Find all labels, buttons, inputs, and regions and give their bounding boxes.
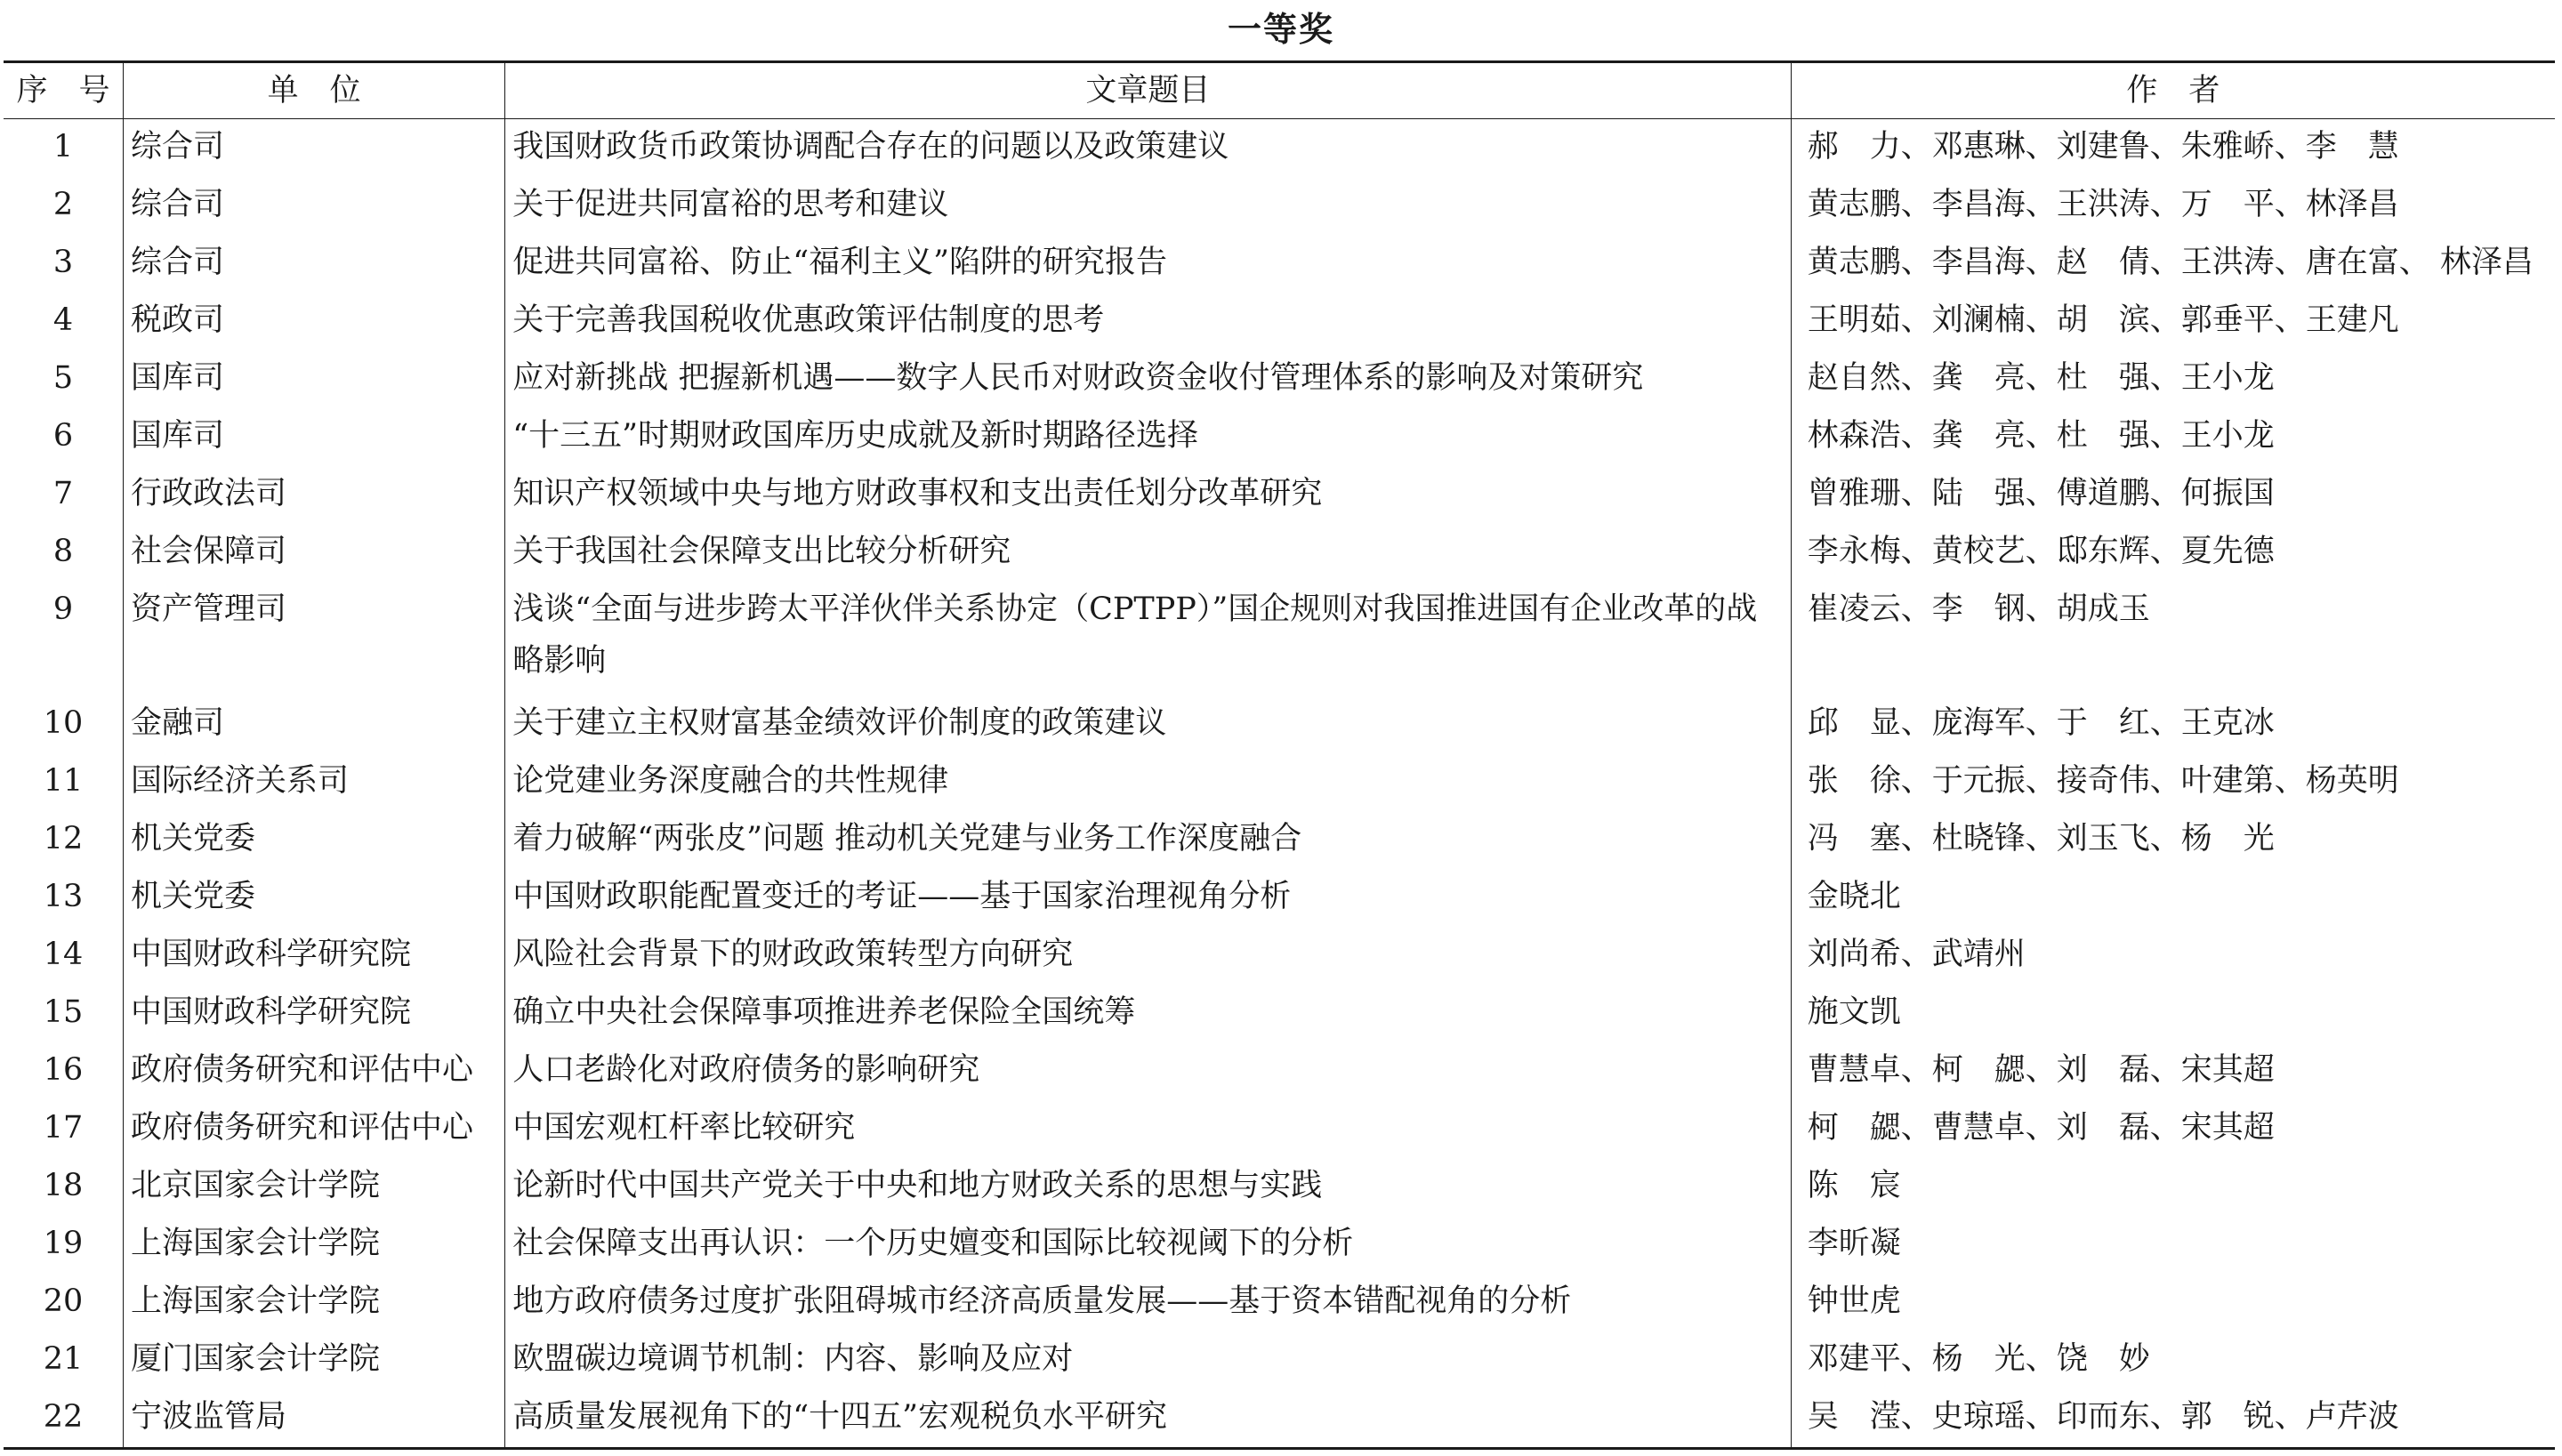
- table-row: [4, 582, 2555, 696]
- table-row: [4, 1216, 2555, 1274]
- cell-unit: 中国财政科学研究院: [124, 927, 505, 985]
- cell-title: 地方政府债务过度扩张阻碍城市经济高质量发展——基于资本错配视角的分析: [505, 1274, 1792, 1331]
- cell-no: 5: [4, 350, 124, 408]
- cell-title: 应对新挑战 把握新机遇——数字人民币对财政资金收付管理体系的影响及对策研究: [505, 350, 1792, 408]
- header-title: 文章题目: [505, 62, 1792, 119]
- cell-title: 欧盟碳边境调节机制：内容、影响及应对: [505, 1331, 1792, 1389]
- cell-unit: 行政政法司: [124, 466, 505, 524]
- cell-authors: 施文凯: [1791, 985, 2555, 1042]
- cell-unit: 国库司: [124, 408, 505, 466]
- cell-title: 知识产权领域中央与地方财政事权和支出责任划分改革研究: [505, 466, 1792, 524]
- cell-title: 高质量发展视角下的“十四五”宏观税负水平研究: [505, 1389, 1792, 1449]
- cell-authors: 黄志鹏、李昌海、赵 倩、王洪涛、唐在富、 林泽昌: [1791, 235, 2555, 293]
- cell-title: 人口老龄化对政府债务的影响研究: [505, 1042, 1792, 1100]
- table-row: [4, 350, 2555, 408]
- table-row: [4, 524, 2555, 582]
- cell-title: 论新时代中国共产党关于中央和地方财政关系的思想与实践: [505, 1158, 1792, 1216]
- table-row: [4, 985, 2555, 1042]
- cell-unit: 宁波监管局: [124, 1389, 505, 1449]
- cell-no: 7: [4, 466, 124, 524]
- cell-authors: 曹慧卓、柯 勰、刘 磊、宋其超: [1791, 1042, 2555, 1100]
- cell-unit: 综合司: [124, 235, 505, 293]
- cell-authors: 柯 勰、曹慧卓、刘 磊、宋其超: [1791, 1100, 2555, 1158]
- cell-authors: 王明茹、刘澜楠、胡 滨、郭垂平、王建凡: [1791, 293, 2555, 350]
- cell-unit: 税政司: [124, 293, 505, 350]
- cell-unit: 综合司: [124, 119, 505, 178]
- cell-no: 12: [4, 811, 124, 869]
- table-row: [4, 235, 2555, 293]
- cell-no: 16: [4, 1042, 124, 1100]
- cell-title: 促进共同富裕、防止“福利主义”陷阱的研究报告: [505, 235, 1792, 293]
- cell-no: 18: [4, 1158, 124, 1216]
- cell-title: 浅谈“全面与进步跨太平洋伙伴关系协定（CPTPP）”国企规则对我国推进国有企业改革的战略影响: [505, 582, 1792, 696]
- cell-title: 关于我国社会保障支出比较分析研究: [505, 524, 1792, 582]
- cell-title: 风险社会背景下的财政政策转型方向研究: [505, 927, 1792, 985]
- table-row: [4, 927, 2555, 985]
- cell-title: 关于建立主权财富基金绩效评价制度的政策建议: [505, 696, 1792, 753]
- cell-title: 着力破解“两张皮”问题 推动机关党建与业务工作深度融合: [505, 811, 1792, 869]
- cell-unit: 政府债务研究和评估中心: [124, 1042, 505, 1100]
- table-row: [4, 1158, 2555, 1216]
- cell-unit: 机关党委: [124, 811, 505, 869]
- cell-unit: 国际经济关系司: [124, 753, 505, 811]
- cell-title: 关于促进共同富裕的思考和建议: [505, 177, 1792, 235]
- header-row: [4, 62, 2555, 119]
- cell-authors: 曾雅珊、陆 强、傅道鹏、何振国: [1791, 466, 2555, 524]
- cell-title: 中国宏观杠杆率比较研究: [505, 1100, 1792, 1158]
- cell-unit: 政府债务研究和评估中心: [124, 1100, 505, 1158]
- header-unit: 单 位: [124, 62, 505, 119]
- cell-unit: 北京国家会计学院: [124, 1158, 505, 1216]
- cell-unit: 资产管理司: [124, 582, 505, 696]
- cell-unit: 金融司: [124, 696, 505, 753]
- cell-unit: 中国财政科学研究院: [124, 985, 505, 1042]
- cell-authors: 李永梅、黄校艺、邸东辉、夏先德: [1791, 524, 2555, 582]
- awards-table: [4, 60, 2555, 1450]
- cell-no: 13: [4, 869, 124, 927]
- cell-unit: 国库司: [124, 350, 505, 408]
- cell-no: 19: [4, 1216, 124, 1274]
- cell-authors: 张 徐、于元振、接奇伟、叶建第、杨英明: [1791, 753, 2555, 811]
- cell-authors: 邓建平、杨 光、饶 妙: [1791, 1331, 2555, 1389]
- cell-authors: 郝 力、邓惠琳、刘建鲁、朱雅峤、李 慧: [1791, 119, 2555, 178]
- cell-authors: 赵自然、龚 亮、杜 强、王小龙: [1791, 350, 2555, 408]
- table-row: [4, 466, 2555, 524]
- cell-no: 6: [4, 408, 124, 466]
- cell-no: 17: [4, 1100, 124, 1158]
- cell-title: 中国财政职能配置变迁的考证——基于国家治理视角分析: [505, 869, 1792, 927]
- cell-title: “十三五”时期财政国库历史成就及新时期路径选择: [505, 408, 1792, 466]
- table-row: [4, 1331, 2555, 1389]
- cell-no: 14: [4, 927, 124, 985]
- cell-no: 20: [4, 1274, 124, 1331]
- table-row: [4, 119, 2555, 178]
- cell-authors: 黄志鹏、李昌海、王洪涛、万 平、林泽昌: [1791, 177, 2555, 235]
- cell-authors: 林森浩、龚 亮、杜 强、王小龙: [1791, 408, 2555, 466]
- cell-unit: 机关党委: [124, 869, 505, 927]
- header-no: 序 号: [4, 62, 124, 119]
- cell-title: 社会保障支出再认识：一个历史嬗变和国际比较视阈下的分析: [505, 1216, 1792, 1274]
- cell-authors: 李昕凝: [1791, 1216, 2555, 1274]
- cell-no: 9: [4, 582, 124, 696]
- cell-authors: 冯 塞、杜晓锋、刘玉飞、杨 光: [1791, 811, 2555, 869]
- cell-unit: 上海国家会计学院: [124, 1216, 505, 1274]
- cell-no: 8: [4, 524, 124, 582]
- table-row: [4, 1042, 2555, 1100]
- cell-no: 21: [4, 1331, 124, 1389]
- cell-authors: 钟世虎: [1791, 1274, 2555, 1331]
- award-title: 一等奖: [1227, 10, 1334, 49]
- cell-authors: 刘尚希、武靖州: [1791, 927, 2555, 985]
- cell-title: 我国财政货币政策协调配合存在的问题以及政策建议: [505, 119, 1792, 178]
- cell-no: 1: [4, 119, 124, 178]
- cell-title: 关于完善我国税收优惠政策评估制度的思考: [505, 293, 1792, 350]
- table-row: [4, 1389, 2555, 1449]
- table-row: [4, 408, 2555, 466]
- table-row: [4, 177, 2555, 235]
- table-row: [4, 1274, 2555, 1331]
- table-row: [4, 1100, 2555, 1158]
- cell-authors: 崔凌云、李 钢、胡成玉: [1791, 582, 2555, 696]
- cell-unit: 社会保障司: [124, 524, 505, 582]
- table-row: [4, 811, 2555, 869]
- cell-title: 论党建业务深度融合的共性规律: [505, 753, 1792, 811]
- cell-no: 11: [4, 753, 124, 811]
- cell-no: 4: [4, 293, 124, 350]
- table-row: [4, 696, 2555, 753]
- table-row: [4, 869, 2555, 927]
- table-row: [4, 753, 2555, 811]
- cell-no: 10: [4, 696, 124, 753]
- cell-authors: 金晓北: [1791, 869, 2555, 927]
- cell-unit: 综合司: [124, 177, 505, 235]
- cell-no: 2: [4, 177, 124, 235]
- table-row: [4, 293, 2555, 350]
- cell-no: 3: [4, 235, 124, 293]
- header-authors: 作 者: [1791, 62, 2555, 119]
- table-body: [4, 119, 2555, 1449]
- cell-unit: 上海国家会计学院: [124, 1274, 505, 1331]
- cell-authors: 陈 宸: [1791, 1158, 2555, 1216]
- cell-authors: 邱 显、庞海军、于 红、王克冰: [1791, 696, 2555, 753]
- cell-title: 确立中央社会保障事项推进养老保险全国统筹: [505, 985, 1792, 1042]
- cell-authors: 吴 滢、史琼瑶、印而东、郭 锐、卢芹波: [1791, 1389, 2555, 1449]
- cell-no: 15: [4, 985, 124, 1042]
- cell-unit: 厦门国家会计学院: [124, 1331, 505, 1389]
- cell-no: 22: [4, 1389, 124, 1449]
